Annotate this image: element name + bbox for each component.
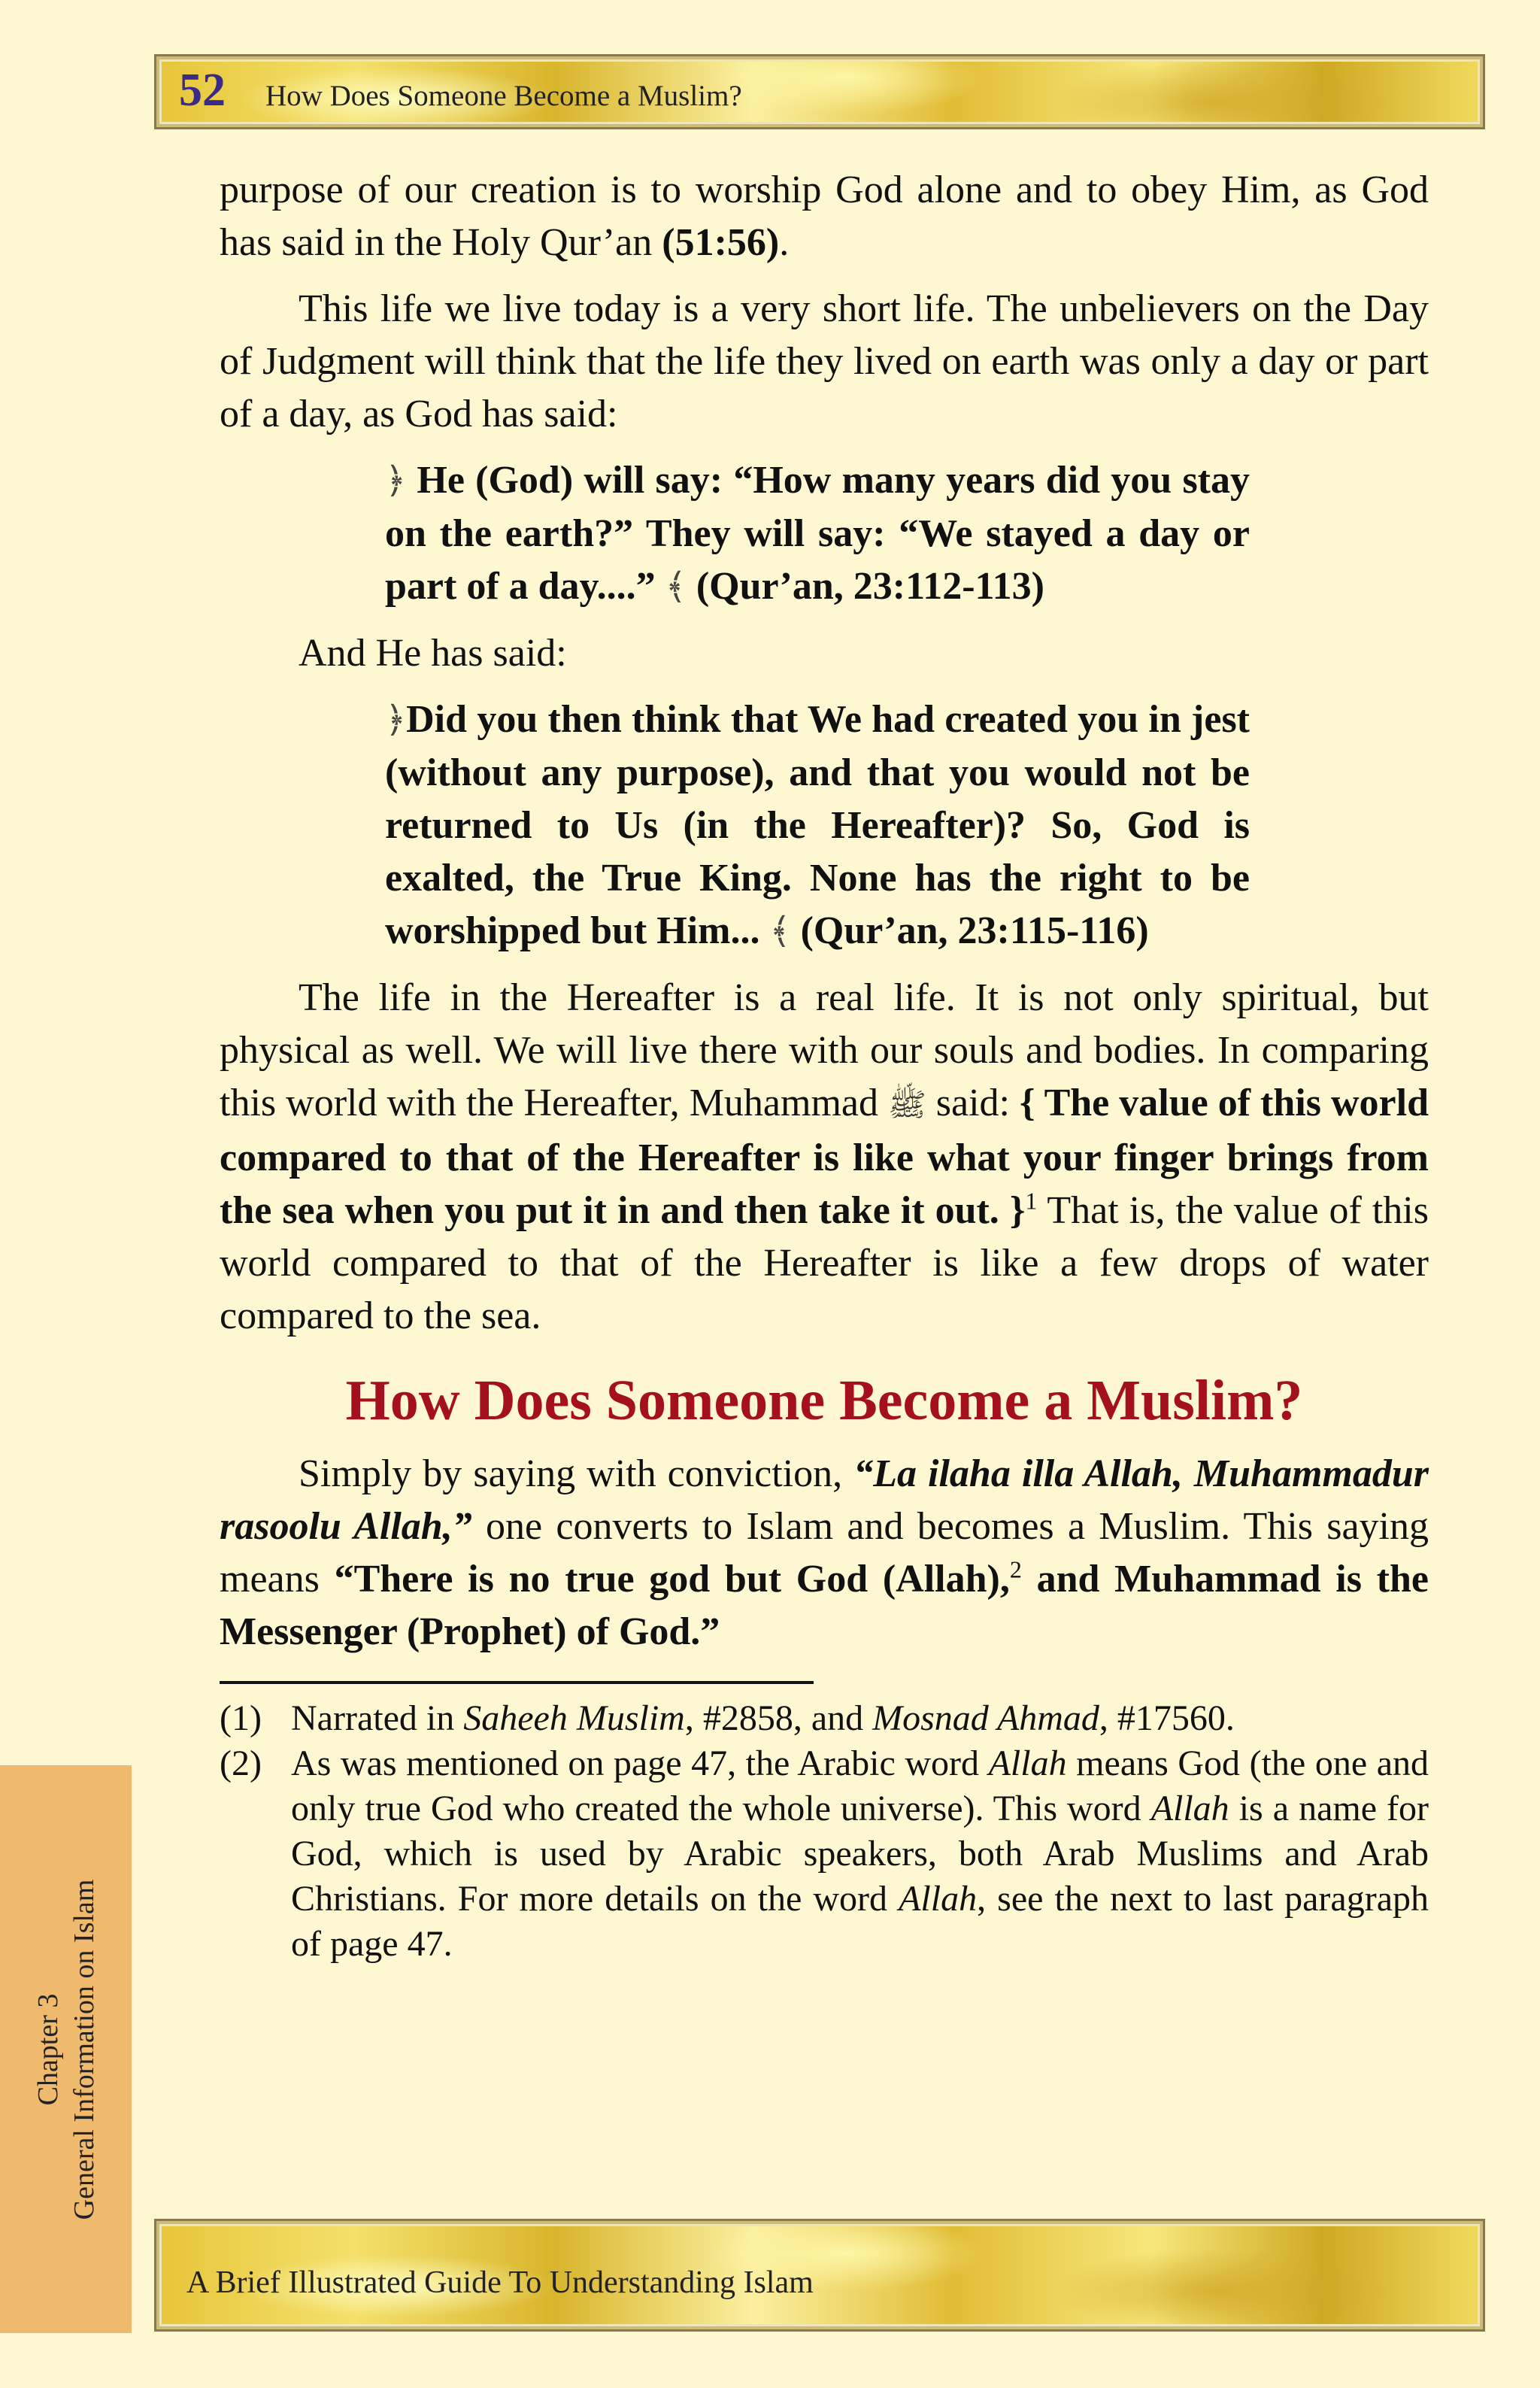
quote-1-reference: (Qur’an, 23:112-113) [696, 565, 1044, 608]
verse-reference: (51:56) [662, 221, 780, 264]
arabic-word-italic: Allah [1150, 1789, 1229, 1828]
chapter-number: Chapter 3 [32, 1993, 64, 2105]
footnote-number: (1) [220, 1698, 262, 1738]
ornate-bracket-close-icon: ﴾ [769, 912, 791, 951]
paragraph-1-text: purpose of our creation is to worship God alone and to obey Him, as God has said in the Holy Qur’an [220, 168, 1429, 264]
footnote-1-part: , #2858, and [684, 1698, 873, 1738]
arabic-word-italic: Allah [899, 1879, 978, 1919]
chapter-side-tab-text [30, 1879, 102, 2220]
footnote-number: (2) [220, 1743, 262, 1783]
arabic-word-italic: Allah [988, 1743, 1067, 1783]
paragraph-5 [220, 1448, 1429, 1658]
paragraph-1-end: . [779, 221, 790, 264]
footnotes [220, 1696, 1429, 1967]
footnote-1 [220, 1696, 1429, 1741]
paragraph-4 [220, 972, 1429, 1343]
quran-quote-1 [385, 454, 1250, 614]
paragraph-4-conclusion: That is, the value of this world compared to that of the Hereafter is like a few drops of water compared to the sea. [220, 1189, 1429, 1337]
footnote-marker-1: 1 [1025, 1187, 1038, 1215]
shahada-meaning-part-2: and Muhammad is the Messenger (Prophet) of God.” [220, 1558, 1429, 1653]
ornate-bracket-open-icon: ﴿ [385, 700, 407, 740]
paragraph-3: And He has said: [299, 632, 567, 675]
paragraph-2: This life we live today is a very short life. The unbelievers on the Day of Judgment will think that the life they lived on earth was only a day or part of a day, as God has said: [220, 287, 1429, 435]
paragraph-5-text: Simply by saying with conviction, [299, 1452, 854, 1495]
pbuh-icon: ﷺ [888, 1088, 926, 1123]
section-heading: How Does Someone Become a Muslim? [345, 1369, 1303, 1432]
book-title-italic: Saheeh Muslim [463, 1698, 685, 1738]
ornate-bracket-open-icon: ﴿ [385, 461, 407, 501]
paragraph-1 [220, 164, 1429, 269]
footnote-2-part: As was mentioned on page 47, the Arabic word [291, 1743, 989, 1783]
running-title: How Does Someone Become a Muslim? [265, 80, 742, 112]
header-banner [154, 54, 1485, 129]
chapter-side-tab [0, 1765, 132, 2333]
quote-2-text: Did you then think that We had created you in jest (without any purpose), and that you would not be returned to Us (in the Hereafter)? So, God is exalted, the True King. None has the right to be worshipped but Him... [385, 698, 1250, 952]
page-content [220, 164, 1429, 1967]
footnote-1-part: Narrated in [291, 1698, 464, 1738]
page-number: 52 [179, 65, 226, 116]
book-title: A Brief Illustrated Guide To Understanding Islam [186, 2265, 814, 2300]
shahada-meaning-part-1: “There is no true god but God (Allah), [334, 1558, 1010, 1601]
footnote-1-part: , #17560. [1099, 1698, 1235, 1738]
footnote-text [291, 1741, 1429, 1967]
quote-2-reference: (Qur’an, 23:115-116) [800, 909, 1149, 952]
footer-banner [154, 2219, 1485, 2332]
footnote-2-part: is a name for God, which is used by Arabic speakers, both Arab Muslims and Arab Christians. For more details on the word [291, 1789, 1429, 1919]
quote-1-text: He (God) will say: “How many years did you stay on the earth?” They will say: “We stayed a day or part of a day....” [385, 459, 1250, 608]
ornate-bracket-close-icon: ﴾ [665, 567, 687, 607]
paragraph-5-continued: one converts to Islam and becomes a Muslim. This saying means [220, 1505, 1429, 1601]
footnote-2-part: means God (the one and only true God who created the whole universe). This word [291, 1743, 1429, 1828]
chapter-title: General Information on Islam [68, 1879, 100, 2220]
book-title-italic: Mosnad Ahmad [872, 1698, 1099, 1738]
footnote-divider [220, 1681, 814, 1684]
paragraph-4-text: The life in the Hereafter is a real life. It is not only spiritual, but physical as well. We will live there with our souls and bodies. In comparing this world with the Hereafter, Muhammad [220, 976, 1429, 1124]
paragraph-4-said: said: [926, 1082, 1020, 1124]
footnote-text [291, 1696, 1429, 1741]
shahada-transliteration: “La ilaha illa Allah, Muhammadur rasoolu Allah,” [220, 1452, 1429, 1548]
footnote-2-part: , see the next to last paragraph of page 47. [291, 1879, 1429, 1964]
hadith-quote: { The value of this world compared to that of the Hereafter is like what your finger brings from the sea when you put it in and then take it out. } [220, 1082, 1429, 1232]
quran-quote-2 [385, 693, 1250, 958]
footnote-2 [220, 1741, 1429, 1967]
footnote-marker-2: 2 [1009, 1555, 1022, 1583]
